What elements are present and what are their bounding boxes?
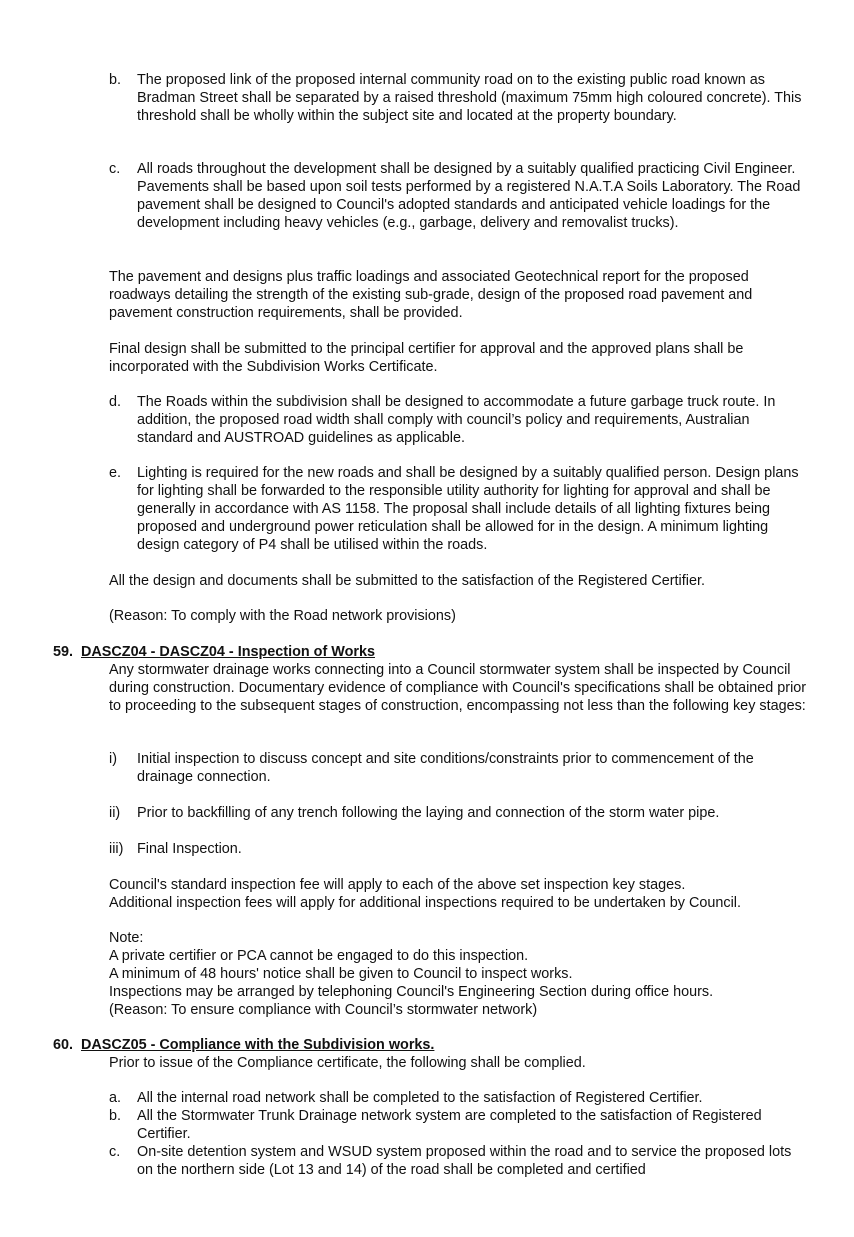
note-line: (Reason: To ensure compliance with Council’s stormwater network) [109, 1002, 538, 1018]
list-item-label: b. [109, 72, 122, 88]
section-title: DASCZ04 - DASCZ04 - Inspection of Works [81, 644, 375, 660]
note-line: A private certifier or PCA cannot be engaged to do this inspection. [109, 948, 529, 964]
list-item-text: Lighting is required for the new roads and shall be designed by a suitably qualified person. Design plans for lighting shall be forwarded to the responsible utility authority for lighting for approval and shall be generally in accordance with AS 1158. The proposal shall include details of all lighting fixtures being proposed and underground power reticulation shall be allowed for in the design. A minimum lighting design category of P4 shall be utilised within the roads. [137, 465, 799, 553]
list-item-label: i) [109, 751, 117, 767]
list-item-text: On-site detention system and WSUD system proposed within the road and to service the proposed lots on the northern side (Lot 13 and 14) of the road shall be completed and certified [137, 1144, 792, 1178]
list-item-label: ii) [109, 805, 121, 821]
list-item-text: All roads throughout the development shall be designed by a suitably qualified practicing Civil Engineer. Pavements shall be based upon soil tests performed by a registered N.A.T.A Soils Laboratory. The Road pavement shall be designed to Council's adopted standards and anticipated vehicle loadings for the development including heavy vehicles (e.g., garbage, delivery and removalist trucks). [137, 161, 801, 231]
note-heading: Note: [109, 930, 144, 946]
list-item-label: iii) [109, 841, 124, 857]
fee-line: Additional inspection fees will apply for additional inspections required to be undertaken by Council. [109, 895, 741, 911]
list-item-label: e. [109, 465, 122, 481]
fee-line: Council's standard inspection fee will apply to each of the above set inspection key stages. [109, 877, 686, 893]
note-line: Inspections may be arranged by telephoning Council's Engineering Section during office hours. [109, 984, 714, 1000]
list-item-text: The proposed link of the proposed internal community road on to the existing public road known as Bradman Street shall be separated by a raised threshold (maximum 75mm high coloured concrete). This threshold shall be wholly within the subject site and located at the property boundary. [137, 72, 802, 124]
list-item-label: b. [109, 1108, 122, 1124]
paragraph-reason: (Reason: To comply with the Road network provisions) [109, 608, 456, 624]
list-item-label: a. [109, 1090, 122, 1106]
section-number: 59. [53, 644, 74, 660]
section-intro: Prior to issue of the Compliance certificate, the following shall be complied. [109, 1055, 586, 1071]
paragraph-final-design: Final design shall be submitted to the principal certifier for approval and the approved plans shall be incorporated with the Subdivision Works Certificate. [109, 341, 744, 375]
section-heading [53, 643, 375, 661]
list-item-text: Prior to backfilling of any trench following the laying and connection of the storm water pipe. [137, 805, 720, 821]
list-item-text: Final Inspection. [137, 841, 242, 857]
paragraph-all-design: All the design and documents shall be submitted to the satisfaction of the Registered Certifier. [109, 573, 705, 589]
list-item-label: d. [109, 394, 122, 410]
section-intro: Any stormwater drainage works connecting into a Council stormwater system shall be inspected by Council during construction. Documentary evidence of compliance with Council's specifications shall be obtained prior to proceeding to the subsequent stages of construction, encompassing not less than the following key stages: [109, 662, 807, 714]
list-item-label: c. [109, 1144, 121, 1160]
list-item-text: All the internal road network shall be completed to the satisfaction of Registered Certifier. [137, 1090, 703, 1106]
section-heading [53, 1036, 434, 1054]
list-item-text: The Roads within the subdivision shall be designed to accommodate a future garbage truck route. In addition, the proposed road width shall comply with council’s policy and requirements, Australian standard and AUSTROAD guidelines as applicable. [137, 394, 776, 446]
note-line: A minimum of 48 hours' notice shall be given to Council to inspect works. [109, 966, 573, 982]
list-item-label: c. [109, 161, 121, 177]
list-item-text: All the Stormwater Trunk Drainage network system are completed to the satisfaction of Registered Certifier. [137, 1108, 762, 1142]
section-title: DASCZ05 - Compliance with the Subdivision works. [81, 1037, 435, 1053]
list-item-text: Initial inspection to discuss concept and site conditions/constraints prior to commencement of the drainage connection. [137, 751, 754, 785]
section-number: 60. [53, 1037, 74, 1053]
paragraph-pavement: The pavement and designs plus traffic loadings and associated Geotechnical report for the proposed roadways detailing the strength of the existing sub-grade, design of the proposed road pavement and pavement construction requirements, shall be provided. [109, 269, 753, 321]
